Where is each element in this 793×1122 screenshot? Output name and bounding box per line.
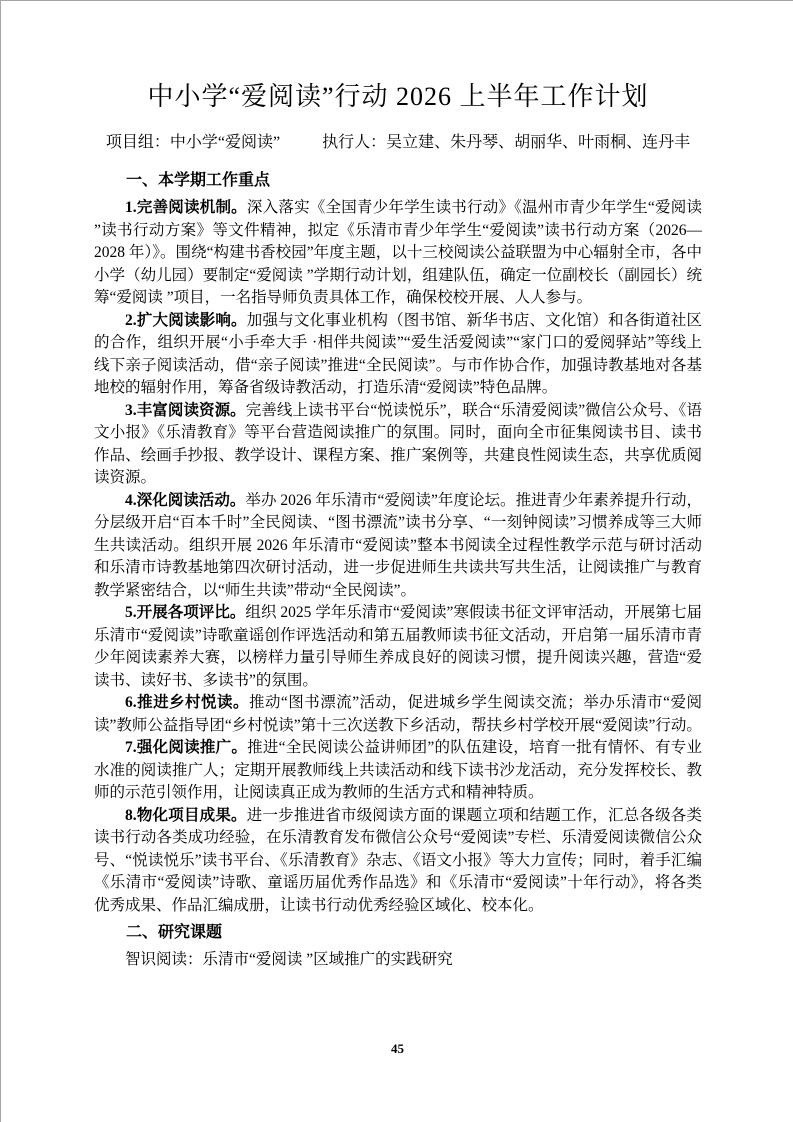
- project-group: 项目组：中小学“爱阅读”: [105, 134, 281, 151]
- paragraph-8: [94, 805, 702, 918]
- paragraph-6: [94, 692, 702, 737]
- page-number: 45: [391, 1041, 404, 1056]
- document-content: [94, 79, 702, 972]
- section-heading-work-focus: 一、本学期工作重点: [126, 172, 271, 189]
- paragraph-8-lead: 8.物化项目成果。: [125, 806, 247, 824]
- research-topic-line: 智识阅读：乐清市“爱阅读 ”区域推广的实践研究: [125, 951, 453, 968]
- paragraph-8-text: 进一步推进省市级阅读方面的课题立项和结题工作，汇总各级各类读书行动各类成功经验，在乐清教育发布微信公众号“爱阅读”专栏、乐清爱阅读微信公众号、“悦读悦乐”读书平台、《乐清教育》杂志、《语文小报》等大力宣传；同时，着手汇编《乐清市“爱阅读”诗歌、童谣历届优秀作品选》和《乐清市“爱阅读”十年行动》，将各类优秀成果、作品汇编成册，让读书行动优秀经验区域化、校本化。: [94, 806, 702, 914]
- paragraph-6-lead: 6.推进乡村悦读。: [125, 694, 249, 711]
- document-meta-line: [94, 131, 702, 155]
- paragraph-4-text: 举办 2026 年乐清市“爱阅读”年度论坛。推进青少年素养提升行动，分层级开启“百本千时”全民阅读、“图书漂流”读书分享、“一刻钟阅读”习惯养成等三大师生共读活动。组织开展 2026 年乐清市“爱阅读”整本书阅读全过程性教学示范与研讨活动和乐清市诗教基地第四次研讨活动，进一步促进师生共读共写共生活，让阅读推广与教育教学紧密结合，以“师生共读”带动“全民阅读”。: [94, 491, 702, 599]
- paragraph-1: [94, 197, 702, 310]
- paragraph-2-text: 加强与文化事业机构（图书馆、新华书店、文化馆）和各街道社区的合作，组织开展“小手牵大手 ·相伴共阅读”“爱生活爱阅读”“家门口的爱阅驿站”等线上线下亲子阅读活动，借“亲子阅读”推进“全民阅读”。与市作协合作，加强诗教基地对各基地校的辐射作用，筹备省级诗教活动，打造乐清“爱阅读”特色品牌。: [94, 311, 702, 396]
- paragraph-3-lead: 3.丰富阅读资源。: [125, 401, 246, 419]
- paragraph-1-text: 深入落实《全国青少年学生读书行动》《温州市青少年学生“爱阅读 ”读书行动方案》等文件精神，拟定《乐清市青少年学生“爱阅读”读书行动方案（2026—2028 年）》。围绕“构建书香校园”年度主题，以十三校阅读公益联盟为中心辐射全市，各中小学（幼儿园）要制定“爱阅读 ”学期行动计划，组建队伍，确定一位副校长（副园长）统筹“爱阅读 ”项目，一名指导师负责具体工作，确保校校开展、人人参与。: [94, 199, 702, 306]
- paragraph-4: [94, 490, 702, 603]
- paragraph-3-text: 完善线上读书平台“悦读悦乐”，联合“乐清爱阅读”微信公众号、《语文小报》《乐清教育》等平台营造阅读推广的氛围。同时，面向全市征集阅读书目、读书作品、绘画手抄报、教学设计、课程方案、推广案例等，共建良性阅读生态，共享优质阅读资源。: [94, 401, 702, 486]
- paragraph-2: [94, 310, 702, 400]
- paragraph-6-text: 推动“图书漂流”活动，促进城乡学生阅读交流；举办乐清市“爱阅读”教师公益指导团“乡村悦读”第十三次送教下乡活动，帮扶乡村学校开展“爱阅读”行动。: [94, 694, 702, 734]
- paragraph-7-lead: 7.强化阅读推广。: [125, 739, 248, 756]
- paragraph-3: [94, 400, 702, 490]
- paragraph-5-text: 组织 2025 学年乐清市“爱阅读”寒假读书征文评审活动，开展第七届乐清市“爱阅读”诗歌童谣创作评选活动和第五届教师读书征文活动，开启第一届乐清市青少年阅读素养大赛，以榜样力量引导师生养成良好的阅读习惯，提升阅读兴趣，营造“爱读书、读好书、多读书”的氛围。: [94, 604, 702, 689]
- document-title: 中小学“爱阅读”行动 2026 上半年工作计划: [147, 82, 649, 111]
- paragraph-1-lead: 1.完善阅读机制。: [125, 199, 247, 216]
- paragraph-7-text: 推进“全民阅读公益讲师团”的队伍建设，培育一批有情怀、有专业水准的阅读推广人；定期开展教师线上共读活动和线下读书沙龙活动，充分发挥校长、教师的示范引领作用，让阅读真正成为教师的生活方式和精神特质。: [94, 739, 702, 801]
- paragraph-7: [94, 737, 702, 805]
- paragraph-2-lead: 2.扩大阅读影响。: [125, 311, 247, 329]
- paragraph-5: [94, 602, 702, 692]
- section-heading-research-topic: 二、研究课题: [126, 924, 223, 941]
- executors: 执行人：吴立建、朱丹琴、胡丽华、叶雨桐、连丹丰: [322, 134, 691, 151]
- paragraph-4-lead: 4.深化阅读活动。: [125, 491, 246, 509]
- paragraph-5-lead: 5.开展各项评比。: [125, 604, 246, 621]
